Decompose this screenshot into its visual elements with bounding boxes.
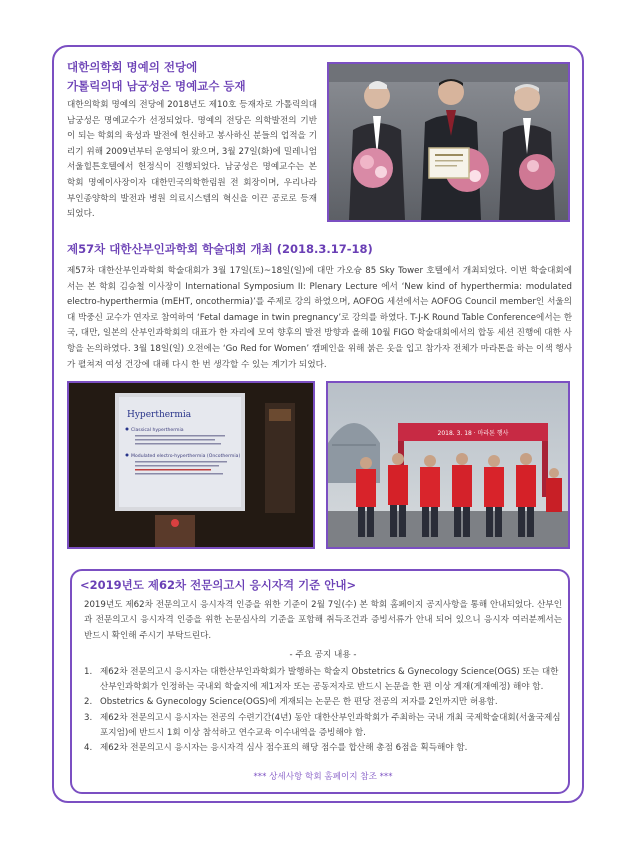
article1-title-line2: 가톨릭의대 남궁성은 명예교수 등재	[67, 79, 246, 93]
list-item-number: 2.	[84, 697, 93, 708]
article1-title-line1: 대한의학회 명예의 전당에	[67, 60, 198, 74]
lecture-photo-illustration	[69, 383, 313, 547]
slide-line1: Classical hyperthermia	[131, 428, 184, 433]
list-item-number: 1.	[84, 667, 93, 677]
article1-title	[67, 58, 317, 96]
list-item	[84, 711, 562, 741]
notice-title: <2019년도 제62차 전문의고시 응시자격 기준 안내>	[80, 578, 357, 592]
list-item-number: 4.	[84, 743, 93, 754]
article2-title: 제57차 대한산부인과학회 학술대회 개최 (2018.3.17-18)	[67, 242, 373, 256]
list-item	[84, 741, 562, 756]
slide-heading: Hyperthermia	[127, 410, 192, 420]
list-item-text: 제62차 전문의고시 응시자는 대한산부인과학회가 발행하는 학술지 Obstetrics & Gynecology Science(OGS) 또는 대한산부인과학회가 인정하는 국내외 학술지에 제1저자 또는 공동저자로 반드시 논문을 한 편 이상 게재(게재예정) 해야 함.	[100, 667, 559, 693]
notice-list	[84, 665, 562, 756]
list-item	[84, 665, 562, 695]
list-item-number: 3.	[84, 712, 93, 723]
marathon-photo-illustration	[328, 383, 568, 547]
marathon-banner-text: 2018. 3. 18 · 마라톤 행사	[437, 430, 509, 437]
slide-line2: Modulated electro-hyperthermia (Oncothermia)	[131, 454, 241, 459]
list-item-text: 제62차 전문의고시 응시자는 전공의 수련기간(4년) 동안 대한산부인과학회가 주최하는 국내 개최 국제학술대회(서울국제심포지엄)에 반드시 1회 이상 참석하고 연수교육 이수내역을 증빙해야 함.	[100, 712, 561, 738]
award-ceremony-photo	[327, 62, 570, 222]
list-item	[84, 695, 562, 710]
lecture-slide-photo	[67, 381, 315, 549]
award-photo-illustration	[329, 64, 568, 220]
marathon-group-photo	[326, 381, 570, 549]
notice-subheading: - 주요 공지 내용 -	[289, 650, 357, 660]
list-item-text: 제62차 전문의고시 응시자는 응시자격 심사 점수표의 해당 점수를 합산해 총점 6점을 획득해야 함.	[100, 743, 468, 754]
notice-intro: 2019년도 제62차 전문의고시 응시자격 인증을 위한 기준이 2월 7일(수) 본 학회 홈페이지 공지사항을 통해 안내되었다. 산부인과 전문의고시 응시자격 인증을 위한 논문심사의 기준을 포함해 취득조건과 증빙서류가 안내 되어 있으니 응시자 여러분께서는 반드시 확인해 주시기 부탁드린다.	[84, 600, 562, 641]
article1-body: 대한의학회 명예의 전당에 2018년도 제10호 등재자로 가톨릭의대 남궁성은 명예교수가 선정되었다. 명예의 전당은 의학발전의 기반이 되는 학회의 육성과 발전에 헌신하고 봉사하신 분들의 업적을 기리기 위해 2009년부터 운영되어 왔으며, 3월 27일(화)에 밀레니엄 서울힐튼호텔에서 헌정식이 진행되었다. 남궁성은 명예교수는 본 학회 명예이사장이자 대한민국의학한림원 전 회장이며, 우리나라 부인종양학의 발전과 병원 의료시스템의 혁신을 이끈 공로로 등재되었다.	[67, 100, 317, 220]
article2-body: 제57차 대한산부인과학회 학술대회가 3월 17일(토)~18일(일)에 대만 가오슝 85 Sky Tower 호텔에서 개최되었다. 이번 학술대회에서는 본 학회 김승철 이사장이 International Symposium II: Plenary Lecture 에서 ‘New kind of hyperthermia: modulated electro-hyperthermia (mEHT, oncothermia)’를 주제로 강의 하였으며, AOFOG 세션에서는 AOFOG Council member인 서울의대 박중신 교수가 연자로 참여하여 ‘Fetal damage in twin pregnancy’로 강의를 하였다. T-J-K Round Table Conference에서는 한국, 대만, 일본의 산부인과학회의 대표가 한 자리에 모여 향후의 발전 방향과 올해 10월 FIGO 학술대회에서의 합동 세션 진행에 대한 사항을 논의하였다. 3월 18일(일) 오전에는 ‘Go Red for Women’ 캠페인을 위해 붉은 옷을 입고 참가자 전체가 마라톤을 하는 이색 행사가 펼쳐져 여성 건강에 대해 다시 한 번 생각할 수 있는 계기가 되었다.	[67, 266, 572, 370]
list-item-text: Obstetrics & Gynecology Science(OGS)에 게재되는 논문은 한 편당 전공의 저자를 2인까지만 허용함.	[100, 697, 498, 708]
notice-footer: *** 상세사항 학회 홈페이지 참조 ***	[253, 772, 393, 782]
